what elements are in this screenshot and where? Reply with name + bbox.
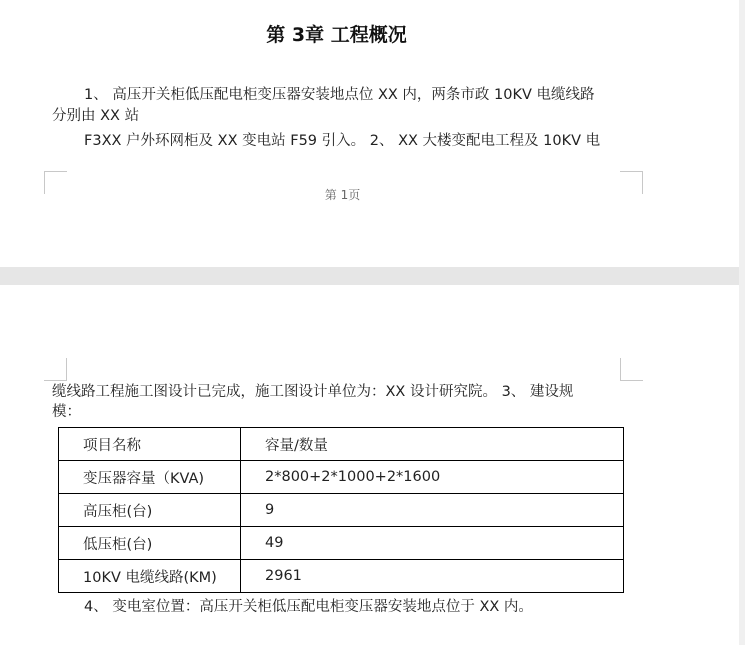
table-cell: 2961 bbox=[241, 560, 624, 593]
paragraph-4: 4、 变电室位置：高压开关柜低压配电柜变压器安装地点位于 XX 内。 bbox=[84, 599, 533, 615]
paragraph-1-line-2: 分别由 XX 站 bbox=[52, 108, 140, 124]
paragraph-3-line-1: 缆线路工程施工图设计已完成，施工图设计单位为：XX 设计研究院。 3、 建设规 bbox=[52, 384, 574, 400]
table-cell: 高压柜(台) bbox=[59, 494, 241, 527]
paragraph-2: F3XX 户外环网柜及 XX 变电站 F59 引入。 2、 XX 大楼变配电工程及 10KV 电 bbox=[84, 133, 601, 149]
table-cell: 低压柜(台) bbox=[59, 527, 241, 560]
table-cell: 2*800+2*1000+2*1600 bbox=[241, 461, 624, 494]
construction-scale-table bbox=[58, 427, 624, 593]
table-cell: 10KV 电缆线路(KM) bbox=[59, 560, 241, 593]
table-row bbox=[59, 560, 624, 593]
table-cell: 变压器容量（KVA) bbox=[59, 461, 241, 494]
paragraph-3-line-2: 模： bbox=[52, 404, 81, 420]
document-page-1 bbox=[0, 0, 745, 267]
paragraph-1-line-1: 1、 高压开关柜低压配电柜变压器安装地点位 XX 内，两条市政 10KV 电缆线路 bbox=[84, 87, 595, 103]
margin-corner-mark bbox=[620, 358, 643, 381]
page-number: 第 1页 bbox=[324, 188, 361, 202]
table-row bbox=[59, 494, 624, 527]
table-header-cell: 容量/数量 bbox=[241, 428, 624, 461]
table-row bbox=[59, 461, 624, 494]
chapter-title: 第 3章 工程概况 bbox=[266, 24, 407, 46]
table-cell: 49 bbox=[241, 527, 624, 560]
window-edge bbox=[739, 0, 745, 645]
paragraph-1 bbox=[52, 85, 595, 127]
margin-corner-mark bbox=[44, 358, 67, 381]
table-header-cell: 项目名称 bbox=[59, 428, 241, 461]
page-separator bbox=[0, 267, 745, 285]
table-header-row bbox=[59, 428, 624, 461]
table-row bbox=[59, 527, 624, 560]
table-cell: 9 bbox=[241, 494, 624, 527]
